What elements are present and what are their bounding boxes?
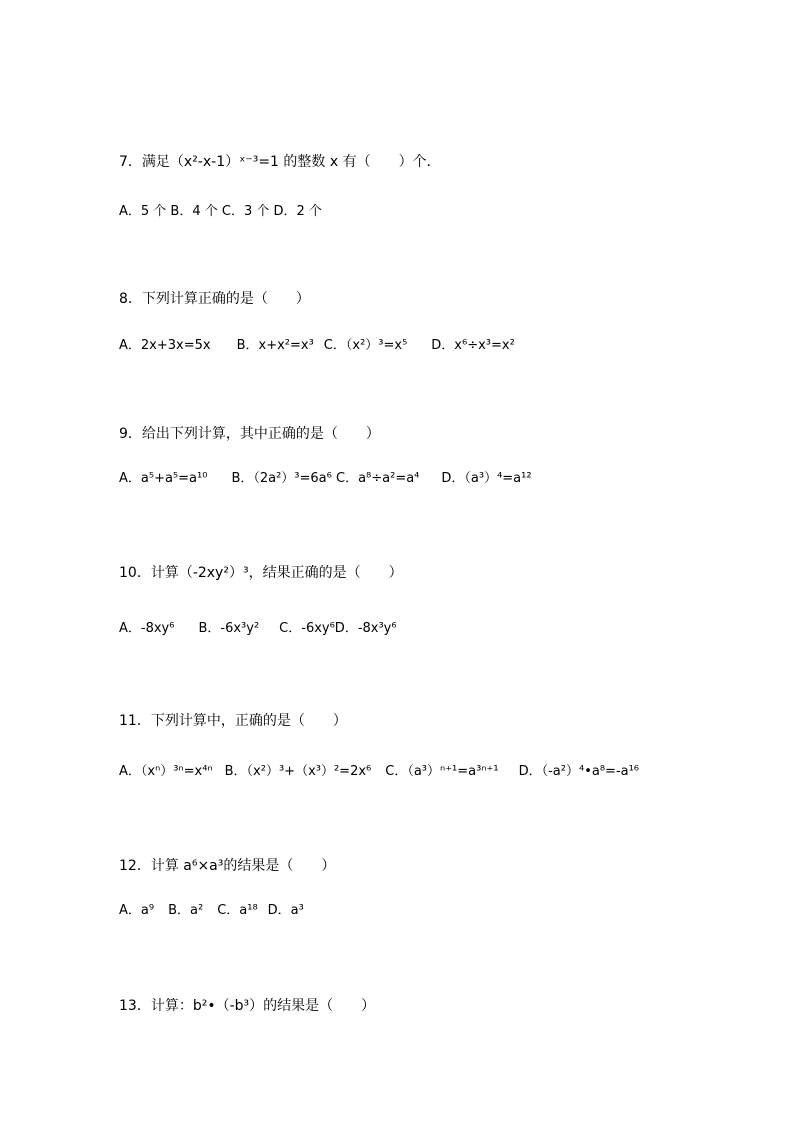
question-8-option-b: B．x+x²=x³ <box>236 338 314 353</box>
question-10-options <box>119 620 397 638</box>
question-11-option-a: A．（xⁿ）³ⁿ=x⁴ⁿ <box>119 764 213 779</box>
question-11-option-b: B．（x²）³+（x³）²=2x⁶ <box>224 764 372 779</box>
question-12-option-d: D．a³ <box>267 903 304 918</box>
question-11-stem: 11．下列计算中，正确的是（ ） <box>119 713 347 729</box>
question-12-option-b: B．a² <box>168 903 204 918</box>
question-11-options <box>119 763 639 781</box>
question-12-options <box>119 902 304 920</box>
question-9-option-d: D．（a³）⁴=a¹² <box>441 471 532 486</box>
question-8-option-c: C．（x²）³=x⁵ <box>323 338 408 353</box>
question-8-option-a: A．2x+3x=5x <box>119 338 211 353</box>
question-13-stem: 13．计算：b²•（-b³）的结果是（ ） <box>119 998 376 1014</box>
question-8-options <box>119 337 515 355</box>
question-9-option-a: A．a⁵+a⁵=a¹⁰ <box>119 471 208 486</box>
question-9-stem: 9．给出下列计算，其中正确的是（ ） <box>119 426 380 442</box>
question-8-stem: 8．下列计算正确的是（ ） <box>119 291 310 307</box>
question-12-option-a: A．a⁹ <box>119 903 155 918</box>
question-7-options <box>119 203 322 221</box>
question-7-stem: 7．满足（x²-x-1）ˣ⁻³=1 的整数 x 有（ ）个． <box>119 154 441 170</box>
question-12-stem: 12．计算 a⁶×a³的结果是（ ） <box>119 858 336 874</box>
question-10-stem: 10．计算（-2xy²）³，结果正确的是（ ） <box>119 565 403 581</box>
question-11-option-d: D．（-a²）⁴•a⁸=-a¹⁶ <box>518 764 640 779</box>
question-10-option-b: B．-6x³y² <box>198 621 260 636</box>
question-10-option-a: A．-8xy⁶ <box>119 621 175 636</box>
question-10-option-cd: C．-6xy⁶D．-8x³y⁶ <box>279 621 397 636</box>
question-9-option-bc: B．（2a²）³=6a⁶ C．a⁸÷a²=a⁴ <box>231 471 420 486</box>
question-12-option-c: C．a¹⁸ <box>217 903 258 918</box>
question-8-option-d: D．x⁶÷x³=x² <box>431 338 515 353</box>
question-11-option-c: C．（a³）ⁿ⁺¹=a³ⁿ⁺¹ <box>385 764 499 779</box>
question-9-options <box>119 470 532 488</box>
question-7-options-text: A．5 个 B．4 个 C．3 个 D．2 个 <box>119 204 322 219</box>
